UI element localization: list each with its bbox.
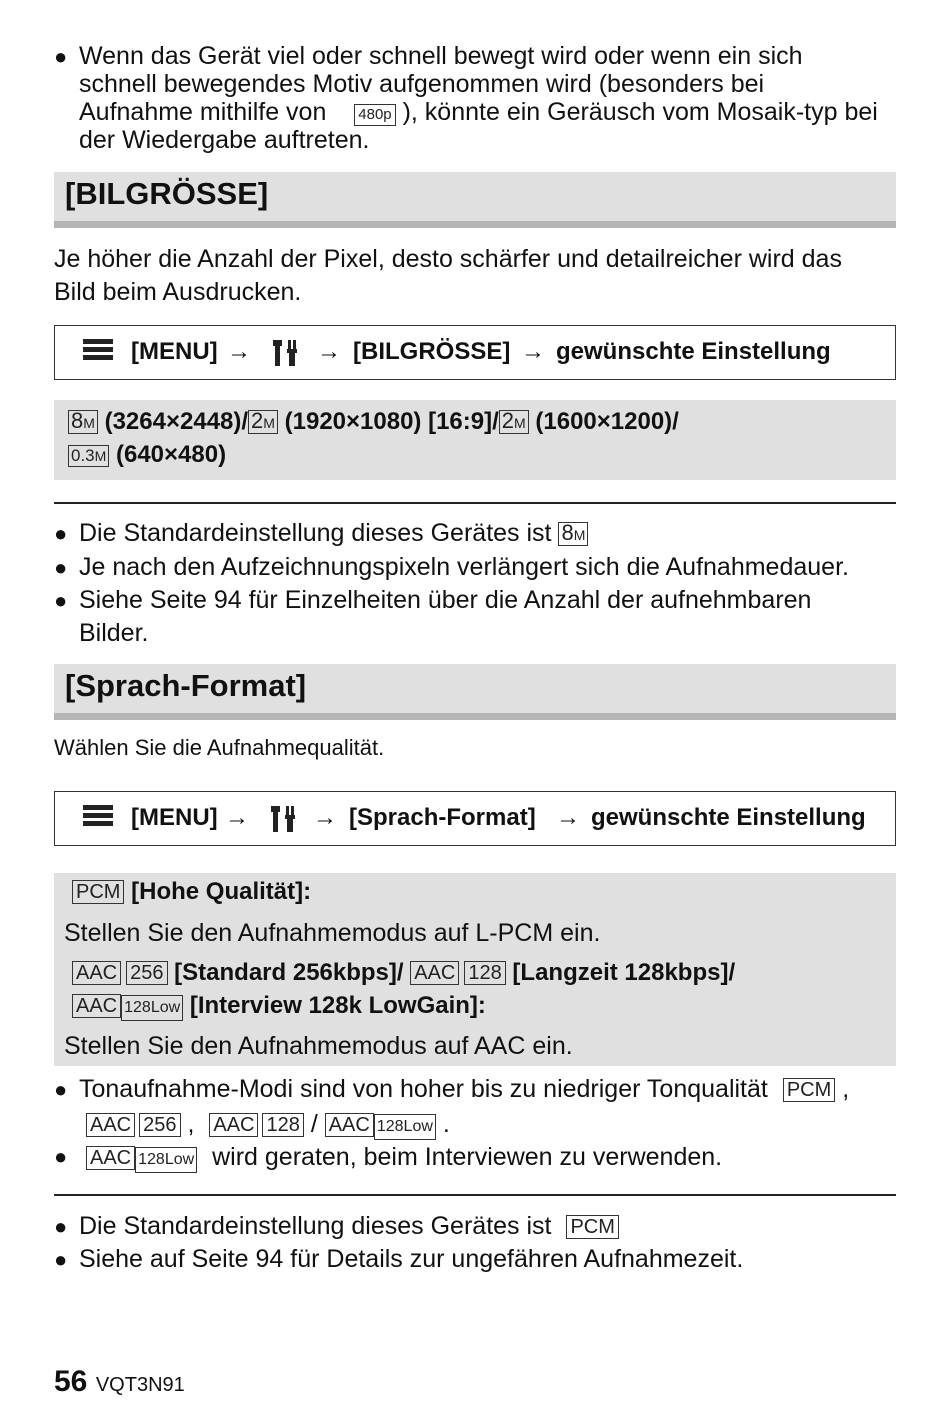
arrow-icon: → [521, 338, 545, 365]
aac-badge: AAC [325, 1113, 374, 1137]
document-code: VQT3N91 [95, 1374, 185, 1396]
aac-badge: AAC [72, 994, 121, 1018]
note-default-size: Die Standardeinstellung dieses Gerätes ist 8M [79, 519, 588, 547]
menu-end: gewünschte Einstellung [591, 804, 866, 831]
menu-icon [83, 805, 113, 833]
note-recording-time: Je nach den Aufzeichnungspixeln verlängert sich die Aufnahmedauer. [79, 553, 849, 581]
intro-line-4: der Wiedergabe auftreten. [79, 126, 370, 154]
bildgroesse-description: Je höher die Anzahl der Pixel, desto schärfer und detailreicher wird das Bild beim Ausdrucken. [54, 245, 842, 306]
size-8m-badge: 8M [68, 410, 98, 434]
bitrate-128low-badge: 128Low [135, 1147, 197, 1173]
note-default-audio: Die Standardeinstellung dieses Gerätes ist PCM [79, 1212, 619, 1240]
aac-badge: AAC [86, 1146, 135, 1170]
setup-tools-icon [269, 804, 299, 834]
bitrate-128low-badge: 128Low [374, 1114, 436, 1140]
size-2m-169-badge: 2M [248, 410, 278, 434]
size-2m-badge: 2M [499, 410, 529, 434]
note-interview: AAC 128Low wird geraten, beim Interviewen zu verwenden. [86, 1143, 722, 1173]
aac-badge: AAC [410, 961, 459, 985]
bullet: ● [54, 1214, 68, 1239]
arrow-icon: → [556, 804, 580, 831]
bullet: ● [54, 44, 68, 69]
option-aac-line-2: AAC 128Low [Interview 128k LowGain]: [72, 991, 486, 1021]
bullet: ● [54, 1144, 68, 1169]
menu-target: [Sprach-Format] [349, 804, 536, 831]
pcm-badge: PCM [783, 1078, 835, 1102]
note-quality-order-line-2: AAC 256 , AAC 128 / AAC 128Low . [86, 1110, 450, 1140]
bitrate-256-badge: 256 [126, 961, 167, 985]
option-pcm: PCM [Hohe Qualität]: [72, 877, 311, 907]
bullet: ● [54, 1077, 68, 1102]
intro-line-1: Wenn das Gerät viel oder schnell bewegt wird oder wenn ein sich [79, 42, 803, 70]
divider [54, 1194, 896, 1196]
arrow-icon: → [317, 338, 341, 365]
menu-path-bildgroesse [54, 325, 896, 380]
pcm-badge: PCM [72, 880, 124, 904]
menu-end: gewünschte Einstellung [556, 338, 831, 365]
menu-label: [MENU] [131, 338, 218, 365]
aac-badge: AAC [72, 961, 121, 985]
intro-line-3: Aufnahme mithilfe von 480p ), könnte ein Geräusch vom Mosaik-typ bei [79, 98, 878, 126]
bullet: ● [54, 1247, 68, 1272]
aac-badge: AAC [209, 1113, 258, 1137]
size-0-3m-badge: 0.3M [68, 445, 109, 467]
note-page-94-line-1: Siehe Seite 94 für Einzelheiten über die Anzahl der aufnehmbaren [79, 586, 812, 614]
size-8m-badge: 8M [558, 522, 588, 546]
note-page-94-line-2: Bilder. [79, 619, 149, 647]
bitrate-128-badge: 128 [464, 961, 505, 985]
setup-tools-icon [271, 338, 301, 368]
arrow-icon: → [225, 804, 249, 831]
aac-description: Stellen Sie den Aufnahmemodus auf AAC ein. [64, 1032, 573, 1060]
note-quality-order-line-1: Tonaufnahme-Modi sind von hoher bis zu niedriger Tonqualität PCM , [79, 1075, 850, 1103]
page-number: 56 [54, 1365, 88, 1398]
intro-line-2: schnell bewegendes Motiv aufgenommen wird (besonders bei [79, 70, 765, 98]
menu-label: [MENU] [131, 804, 218, 831]
bildgroesse-options-line-2: 0.3M (640×480) [68, 438, 226, 471]
arrow-icon: → [227, 338, 251, 365]
pcm-badge: PCM [566, 1215, 618, 1239]
section-heading-sprach-format: [Sprach-Format] [54, 664, 896, 720]
bitrate-128-badge: 128 [262, 1113, 303, 1137]
page-footer [54, 1365, 185, 1402]
divider [54, 502, 896, 504]
option-aac-line-1: AAC 256 [Standard 256kbps]/ AAC 128 [Langzeit 128kbps]/ [72, 958, 735, 988]
section-heading-bildgroesse: [BILGRÖSSE] [54, 172, 896, 228]
menu-target: [BILGRÖSSE] [353, 338, 511, 365]
aac-badge: AAC [86, 1113, 135, 1137]
menu-icon [83, 339, 113, 367]
bitrate-128low-badge: 128Low [121, 995, 183, 1021]
bullet: ● [54, 521, 68, 546]
pcm-description: Stellen Sie den Aufnahmemodus auf L-PCM ein. [64, 919, 601, 947]
bullet: ● [54, 588, 68, 613]
menu-path-sprach-format [54, 791, 896, 846]
arrow-icon: → [313, 804, 337, 831]
bildgroesse-options-line-1: 8M (3264×2448)/ 2M (1920×1080) [16:9]/ 2M (1600×1200)/ [68, 405, 679, 438]
480p-mode-badge: 480p [354, 104, 395, 126]
bullet: ● [54, 555, 68, 580]
sprach-description: Wählen Sie die Aufnahmequalität. [54, 735, 385, 760]
note-recording-time-page-94: Siehe auf Seite 94 für Details zur ungefähren Aufnahmezeit. [79, 1245, 744, 1273]
bitrate-256-badge: 256 [139, 1113, 180, 1137]
